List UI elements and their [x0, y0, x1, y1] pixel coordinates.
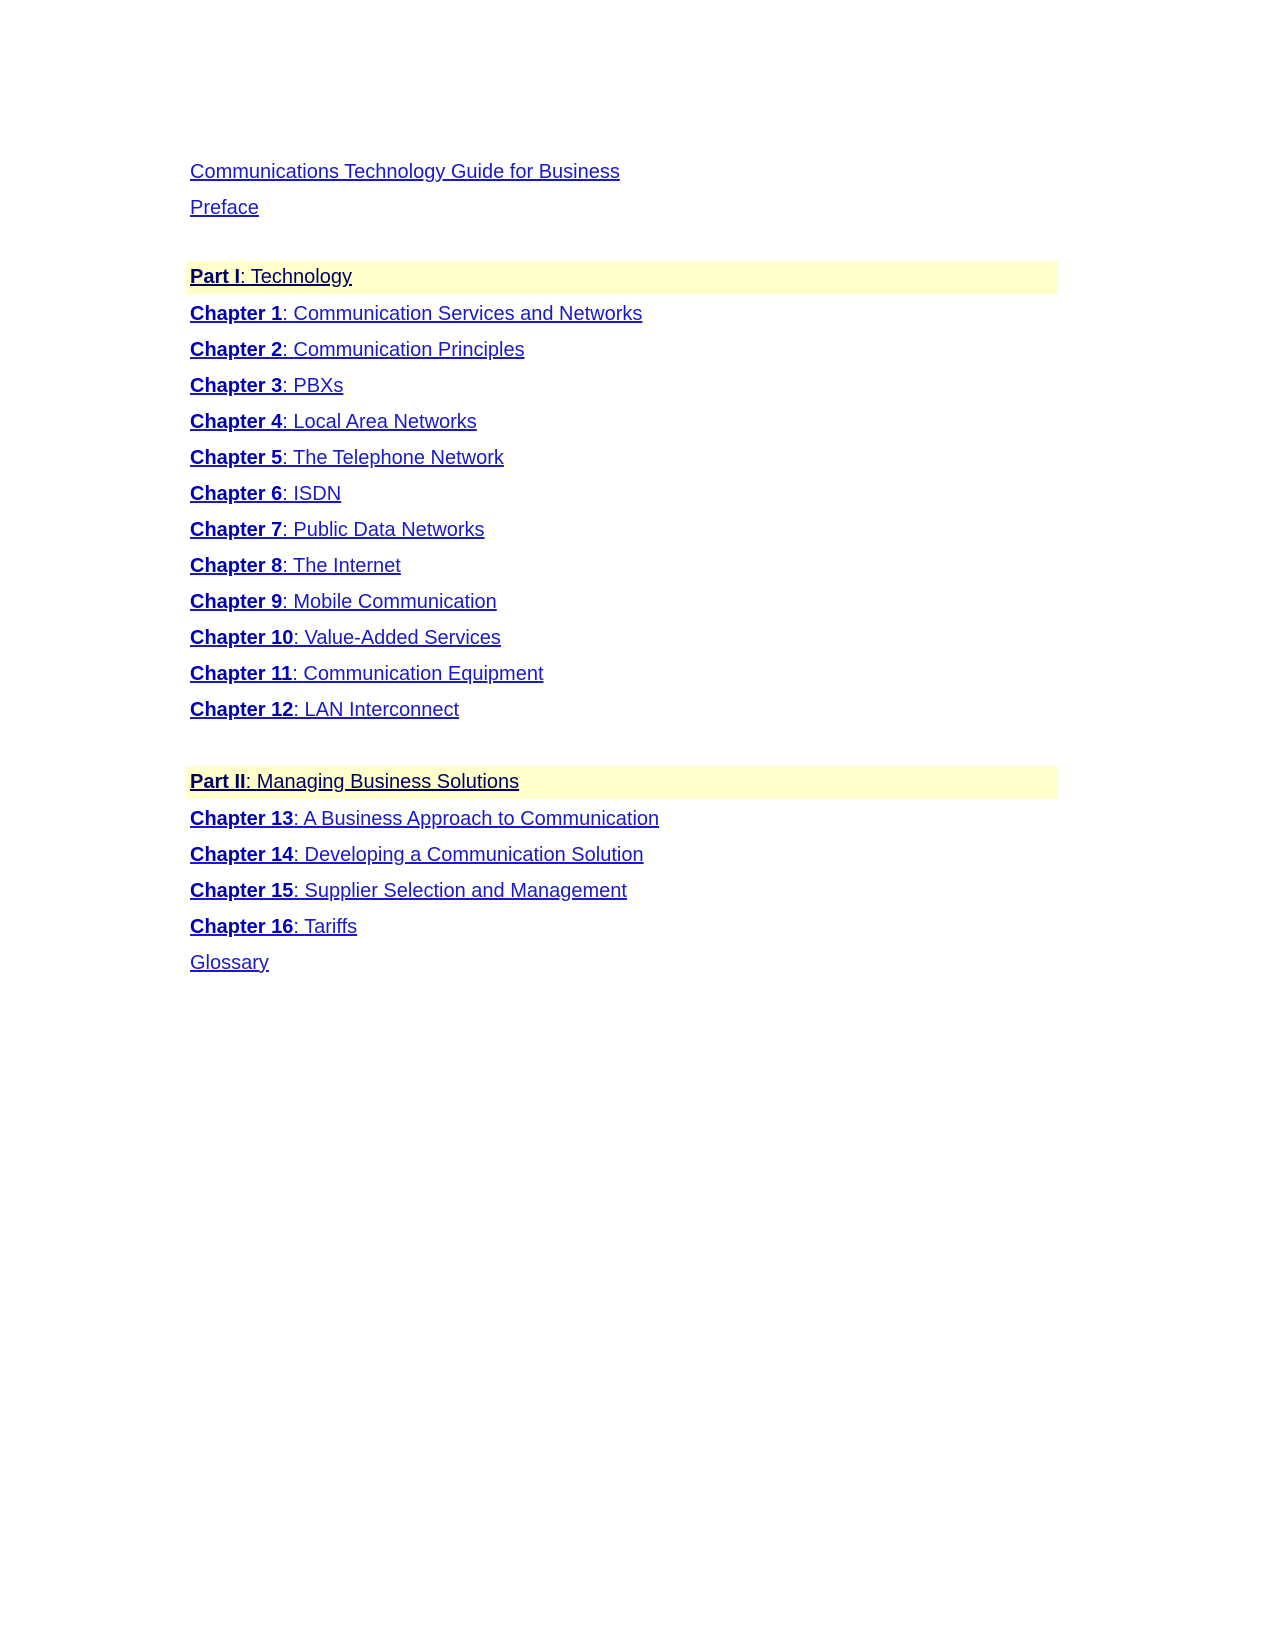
- link-chapter-5[interactable]: [190, 447, 504, 469]
- chapter-title: PBXs: [293, 375, 344, 397]
- chapter-separator: :: [282, 339, 294, 361]
- chapter-title: Tariffs: [304, 916, 358, 938]
- toc-entry-glossary: [190, 945, 269, 981]
- chapter-number: Chapter 7: [190, 519, 283, 541]
- toc-entry-chapter-10: [190, 620, 501, 656]
- link-chapter-8[interactable]: [190, 555, 401, 577]
- chapter-number: Chapter 13: [190, 808, 294, 830]
- link-preface[interactable]: Preface: [190, 197, 259, 219]
- chapter-title: LAN Interconnect: [304, 699, 460, 721]
- chapter-number: Chapter 16: [190, 916, 294, 938]
- toc-entry-chapter-8: [190, 548, 401, 584]
- toc-entry-chapter-2: [190, 332, 525, 368]
- chapter-title: Developing a Communication Solution: [304, 844, 644, 866]
- chapter-separator: :: [282, 483, 294, 505]
- link-chapter-4[interactable]: [190, 411, 477, 433]
- part-2-heading[interactable]: [190, 766, 519, 799]
- chapter-title: ISDN: [293, 483, 342, 505]
- chapter-separator: :: [282, 303, 294, 325]
- chapter-separator: :: [293, 880, 305, 902]
- chapter-separator: :: [282, 519, 294, 541]
- chapter-title: Mobile Communication: [293, 591, 497, 613]
- link-chapter-1[interactable]: [190, 303, 642, 325]
- link-chapter-6[interactable]: [190, 483, 341, 505]
- chapter-separator: :: [293, 627, 305, 649]
- link-chapter-14[interactable]: [190, 844, 644, 866]
- chapter-title: A Business Approach to Communication: [303, 808, 660, 830]
- part-2-title: Managing Business Solutions: [256, 771, 520, 793]
- toc-entry-title: [190, 154, 620, 190]
- toc-entry-chapter-4: [190, 404, 477, 440]
- chapter-number: Chapter 10: [190, 627, 294, 649]
- chapter-separator: :: [282, 411, 294, 433]
- chapter-number: Chapter 15: [190, 880, 294, 902]
- chapter-number: Chapter 4: [190, 411, 283, 433]
- link-chapter-11[interactable]: [190, 663, 544, 685]
- link-chapter-9[interactable]: [190, 591, 497, 613]
- chapter-title: Communication Equipment: [303, 663, 544, 685]
- toc-entry-chapter-9: [190, 584, 497, 620]
- toc-entry-chapter-6: [190, 476, 341, 512]
- chapter-number: Chapter 14: [190, 844, 294, 866]
- toc-entry-chapter-13: [190, 801, 659, 837]
- chapter-title: Communication Services and Networks: [293, 303, 643, 325]
- part-2-separator: :: [245, 771, 257, 793]
- chapter-separator: :: [293, 699, 305, 721]
- toc-entry-chapter-7: [190, 512, 485, 548]
- chapter-separator: :: [292, 663, 304, 685]
- chapter-title: Local Area Networks: [293, 411, 477, 433]
- chapter-title: Value-Added Services: [304, 627, 501, 649]
- chapter-number: Chapter 9: [190, 591, 283, 613]
- chapter-title: The Telephone Network: [293, 447, 504, 469]
- toc-entry-chapter-15: [190, 873, 627, 909]
- toc-entry-chapter-3: [190, 368, 343, 404]
- chapter-title: Public Data Networks: [293, 519, 485, 541]
- toc-entry-preface: [190, 190, 259, 226]
- link-chapter-7[interactable]: [190, 519, 485, 541]
- toc-entry-chapter-11: [190, 656, 544, 692]
- chapter-separator: :: [282, 555, 294, 577]
- part-1-title: Technology: [250, 266, 352, 288]
- chapter-title: Communication Principles: [293, 339, 525, 361]
- link-chapter-13[interactable]: [190, 808, 659, 830]
- chapter-separator: :: [282, 591, 294, 613]
- chapter-separator: :: [282, 375, 294, 397]
- chapter-number: Chapter 3: [190, 375, 283, 397]
- toc-entry-chapter-12: [190, 692, 459, 728]
- chapter-number: Chapter 5: [190, 447, 283, 469]
- chapter-number: Chapter 1: [190, 303, 283, 325]
- part-1-heading[interactable]: [190, 261, 352, 294]
- chapter-separator: :: [293, 844, 305, 866]
- link-chapter-15[interactable]: [190, 880, 627, 902]
- part-1-separator: :: [240, 266, 251, 288]
- link-chapter-2[interactable]: [190, 339, 525, 361]
- chapter-title: Supplier Selection and Management: [304, 880, 627, 902]
- link-guide-title[interactable]: Communications Technology Guide for Business: [190, 161, 620, 183]
- chapter-number: Chapter 12: [190, 699, 294, 721]
- chapter-title: The Internet: [293, 555, 401, 577]
- part-1-number: Part I: [190, 266, 241, 288]
- link-chapter-10[interactable]: [190, 627, 501, 649]
- toc-entry-chapter-14: [190, 837, 644, 873]
- chapter-number: Chapter 6: [190, 483, 283, 505]
- link-chapter-3[interactable]: [190, 375, 343, 397]
- chapter-separator: :: [293, 808, 304, 830]
- toc-entry-chapter-5: [190, 440, 504, 476]
- link-chapter-12[interactable]: [190, 699, 459, 721]
- link-glossary[interactable]: Glossary: [190, 952, 269, 974]
- chapter-separator: :: [293, 916, 305, 938]
- link-chapter-16[interactable]: [190, 916, 357, 938]
- chapter-number: Chapter 8: [190, 555, 283, 577]
- chapter-separator: :: [282, 447, 294, 469]
- chapter-number: Chapter 2: [190, 339, 283, 361]
- toc-entry-chapter-16: [190, 909, 357, 945]
- toc-entry-chapter-1: [190, 296, 642, 332]
- chapter-number: Chapter 11: [190, 663, 293, 685]
- part-2-number: Part II: [190, 771, 246, 793]
